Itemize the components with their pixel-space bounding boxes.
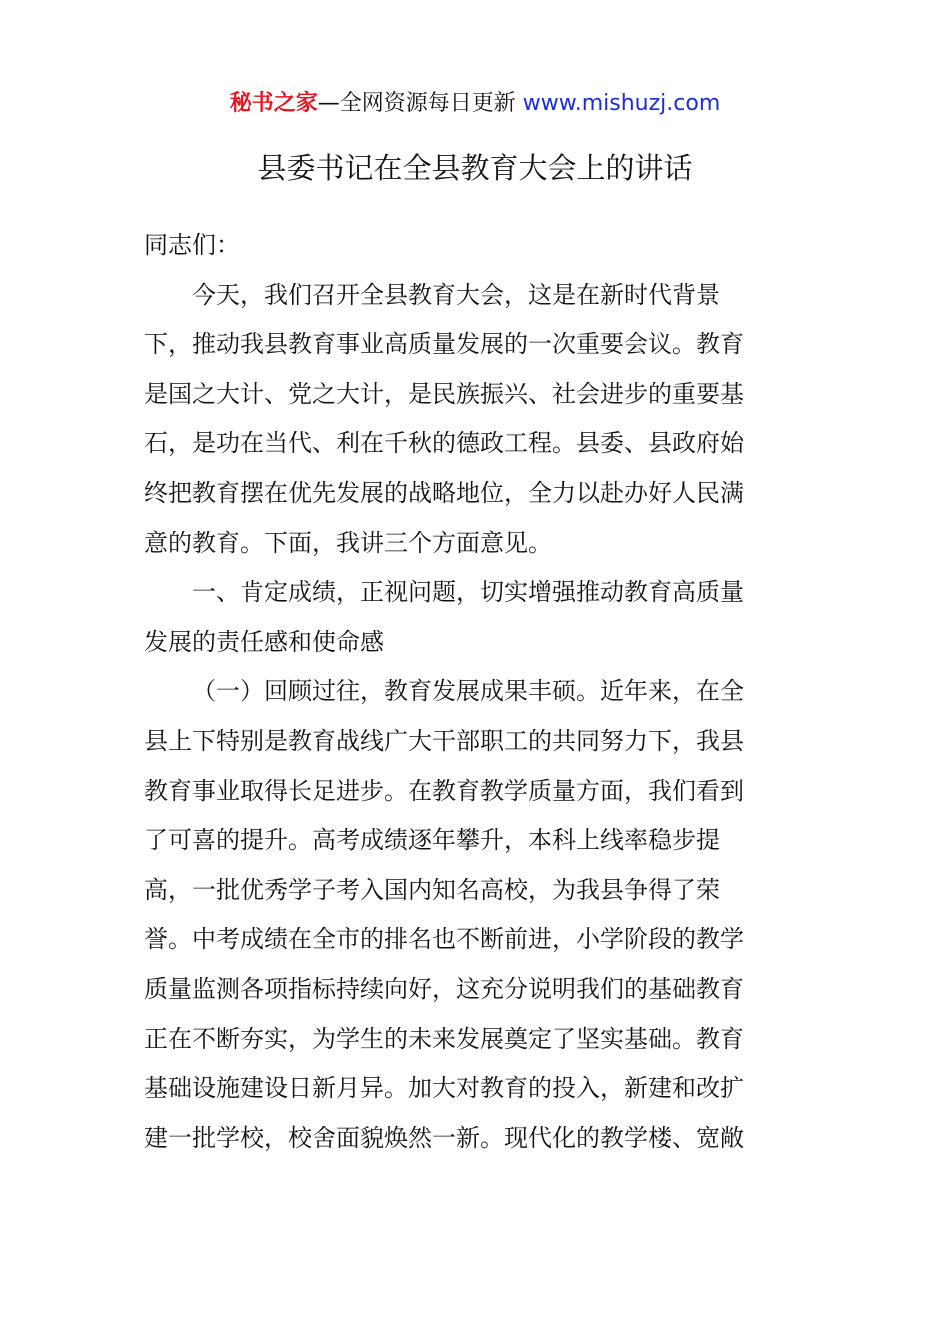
paragraph-line: 县上下特别是教育战线广大干部职工的共同努力下，我县 [144,726,744,755]
document-title: 县委书记在全县教育大会上的讲话 [257,151,693,185]
paragraph-line: 正在不断夯实，为学生的未来发展奠定了坚实基础。教育 [144,1024,744,1053]
section-heading-line: 一、肯定成绩，正视问题，切实增强推动教育高质量 [192,578,744,607]
paragraph-line: 意的教育。下面，我讲三个方面意见。 [144,528,552,557]
paragraph-line: 基础设施建设日新月异。加大对教育的投入，新建和改扩 [144,1074,744,1103]
site-header [0,88,950,120]
paragraph-line: （一）回顾过往，教育发展成果丰硕。近年来，在全 [192,677,744,706]
paragraph-line: 质量监测各项指标持续向好，这充分说明我们的基础教育 [144,974,744,1003]
paragraph-line: 终把教育摆在优先发展的战略地位，全力以赴办好人民满 [144,478,744,507]
salutation: 同志们： [144,231,240,259]
paragraph-line: 是国之大计、党之大计，是民族振兴、社会进步的重要基 [144,379,744,408]
brand-name: 秘书之家 [229,91,318,116]
paragraph-line: 誉。中考成绩在全市的排名也不断前进，小学阶段的教学 [144,925,744,954]
paragraph-line: 了可喜的提升。高考成绩逐年攀升，本科上线率稳步提 [144,826,720,855]
paragraph-line: 下，推动我县教育事业高质量发展的一次重要会议。教育 [144,330,744,359]
paragraph-line: 建一批学校，校舍面貌焕然一新。现代化的教学楼、宽敞 [144,1123,744,1152]
section-heading-line: 发展的责任感和使命感 [144,627,384,656]
paragraph-line: 教育事业取得长足进步。在教育教学质量方面，我们看到 [144,776,744,805]
header-slogan: —全网资源每日更新 [317,91,523,116]
document-body [144,221,806,1163]
paragraph-line: 高，一批优秀学子考入国内知名高校，为我县争得了荣 [144,875,720,904]
site-url[interactable]: www.mishuzj.com [522,91,721,116]
paragraph-line: 今天，我们召开全县教育大会，这是在新时代背景 [192,280,720,309]
paragraph-line: 石，是功在当代、利在千秋的德政工程。县委、县政府始 [144,429,744,458]
